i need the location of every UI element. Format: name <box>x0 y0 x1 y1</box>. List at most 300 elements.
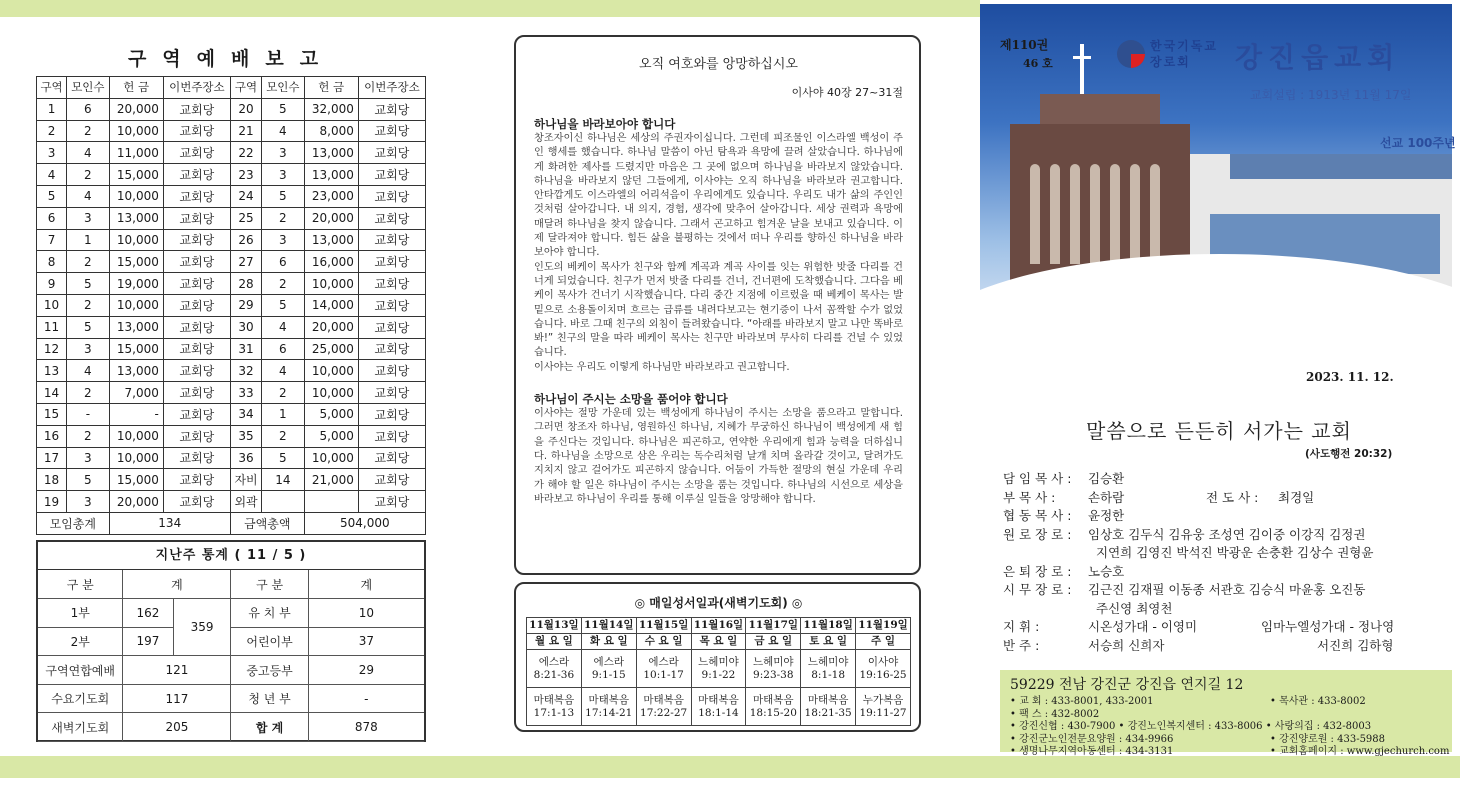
table-cell: 13,000 <box>109 207 163 229</box>
table-cell: 13,000 <box>304 229 358 251</box>
table-cell: 교회당 <box>163 338 230 360</box>
stats-label: 청 년 부 <box>231 684 308 713</box>
staff-name: 시온성가대 - 이영미 <box>1088 619 1198 634</box>
table-cell: 22 <box>230 142 261 164</box>
reading-title: ◎ 매일성서일과(새벽기도회) ◎ <box>634 596 803 610</box>
reading-verses: 19:16-25 <box>859 668 907 681</box>
table-cell: 교회당 <box>358 360 425 382</box>
staff-name: 임상호 김두식 김유웅 조성연 김이중 이강직 김정권 <box>1088 526 1366 542</box>
table-cell: 10,000 <box>109 229 163 251</box>
childcare-center-phone: • 생명나무지역아동센터 : 434-3131 <box>1010 746 1174 757</box>
table-cell: 3 <box>67 207 109 229</box>
staff-label: 담 임 목 사 : <box>1003 471 1072 486</box>
table-cell: 3 <box>262 164 304 186</box>
col-header: 모인수 <box>262 77 304 99</box>
staff-name: 주신영 최영천 <box>1096 600 1173 616</box>
church-name: 강진읍교회 <box>1235 41 1401 74</box>
table-cell: 1 <box>262 403 304 425</box>
staff-name: 임마누엘성가대 - 정나영 <box>1261 619 1395 634</box>
reading-day-dow: 금 요 일 <box>746 634 801 650</box>
table-cell: 교회당 <box>163 251 230 273</box>
table-cell: 4 <box>67 185 109 207</box>
church-homepage-link[interactable]: • 교회홈페이지 : www.gjechurch.com <box>1270 746 1450 757</box>
table-row <box>37 360 426 382</box>
reading-verses: 17:14-21 <box>585 706 633 719</box>
table-cell: 19 <box>37 491 67 513</box>
table-cell: 교회당 <box>358 273 425 295</box>
table-cell: 6 <box>37 207 67 229</box>
staff-name: 최경일 <box>1278 489 1315 505</box>
table-cell: 2 <box>67 425 109 447</box>
table-cell: 6 <box>262 251 304 273</box>
reading-day-dow: 토 요 일 <box>801 634 856 650</box>
staff-label: 은 퇴 장 로 : <box>1003 563 1072 579</box>
table-cell: 10,000 <box>304 273 358 295</box>
stats-table <box>38 570 424 742</box>
stats-label: 1부 <box>38 599 123 628</box>
stats-label: 중고등부 <box>231 656 308 685</box>
stats-label: 2부 <box>38 627 123 656</box>
bottom-green-bar <box>0 756 1460 778</box>
stats-label: 수요기도회 <box>38 684 123 713</box>
table-row <box>37 382 426 404</box>
table-cell: 교회당 <box>358 142 425 164</box>
reading-verses: 9:1-15 <box>591 668 626 681</box>
staff-name: 서승희 신희자 <box>1088 637 1165 653</box>
stats-subtotal: 359 <box>173 599 231 656</box>
col-header: 이번주장소 <box>358 77 425 99</box>
stats-value: 197 <box>123 627 173 656</box>
table-cell: 교회당 <box>358 316 425 338</box>
sermon-heading: 하나님을 바라보아야 합니다 <box>534 117 676 131</box>
table-cell: 4 <box>67 360 109 382</box>
table-cell: 17 <box>37 447 67 469</box>
table-cell: 2 <box>262 207 304 229</box>
building-sign: 선교 100주년 <box>1380 136 1456 150</box>
table-cell: 15,000 <box>109 338 163 360</box>
table-cell: 20,000 <box>109 98 163 120</box>
table-cell: 15,000 <box>109 251 163 273</box>
table-cell: 교회당 <box>358 491 425 513</box>
fax: • 팩 스 : 432-8002 <box>1010 708 1100 720</box>
sermon-paragraph: 인도의 베케이 목사가 친구와 함께 계곡과 계곡 사이를 잇는 위험한 밧줄 다리를 건너게 되었습니다. 친구가 먼저 밧줄 다리를 건너, 건너편에 도착했습니다. 그다음 베케이 목사가 건너기 시작했습니다. 다리 중간 지점에 이르렀을 때 베케이 목사는 발밑으로 소용돌이치며 흐르는 급류를 내려다보고는 현기증이 나서 꼼짝할 수가 없었습니다. 바로 그때 친구의 외침이 들려왔습니다. “아래를 바라보지 말고 나만 똑바로 봐!” 친구의 말을 따라 베케이 목사는 친구만 바라보며 무사히 다리를 건널 수 있었습니다. <box>534 261 903 359</box>
table-cell: 교회당 <box>163 185 230 207</box>
sermon-paragraph: 이사야는 우리도 이렇게 하나님만 바라보라고 권고합니다. <box>534 361 790 373</box>
col-header: 헌 금 <box>304 77 358 99</box>
motto-reference: (사도행전 20:32) <box>1305 448 1393 460</box>
table-cell: 20 <box>230 98 261 120</box>
staff-name: 손하람 <box>1088 489 1125 505</box>
table-cell: - <box>109 403 163 425</box>
table-cell: 교회당 <box>358 229 425 251</box>
table-cell: 8,000 <box>304 120 358 142</box>
reading-verses: 9:1-22 <box>701 668 736 681</box>
staff-label: 부 목 사 : <box>1003 489 1056 505</box>
table-cell: 2 <box>37 120 67 142</box>
table-cell: 1 <box>67 229 109 251</box>
reading-verses: 17:1-13 <box>533 706 575 719</box>
stats-label: 구역연합예배 <box>38 656 123 685</box>
reading-day-date: 11월18일 <box>801 618 856 634</box>
reading-verses: 19:11-27 <box>859 706 907 719</box>
table-header-row <box>37 77 426 99</box>
reading-day-date: 11월15일 <box>636 618 691 634</box>
table-cell: 2 <box>262 382 304 404</box>
table-cell: 교회당 <box>358 447 425 469</box>
table-cell: 3 <box>67 491 109 513</box>
reading-passage <box>636 688 691 726</box>
table-cell: 21,000 <box>304 469 358 491</box>
reading-book: 느헤미야 <box>698 655 739 668</box>
sermon-box <box>514 35 921 575</box>
staff-name: 김승환 <box>1088 471 1125 486</box>
church-motto: 말씀으로 든든히 서가는 교회 <box>1086 419 1352 443</box>
table-cell: 교회당 <box>358 469 425 491</box>
reading-book: 이사야 <box>867 655 899 668</box>
table-cell: 10,000 <box>304 360 358 382</box>
table-row <box>37 185 426 207</box>
table-cell: 3 <box>67 338 109 360</box>
table-cell: 20,000 <box>109 491 163 513</box>
table-cell: 13,000 <box>109 316 163 338</box>
stats-value: 205 <box>123 713 231 742</box>
table-cell: 교회당 <box>163 403 230 425</box>
reading-verses: 18:21-35 <box>804 706 852 719</box>
reading-verses: 9:23-38 <box>753 668 794 681</box>
reading-book: 마태복음 <box>807 693 849 706</box>
amount-label: 금액총액 <box>230 512 304 534</box>
related-org-phones: • 강진신협 : 430-7900 • 강진노인복지센터 : 433-8006 • 사랑의집 : 432-8003 <box>1010 721 1372 732</box>
table-cell: 5 <box>37 185 67 207</box>
reading-day-date: 11월17일 <box>746 618 801 634</box>
table-cell: 7 <box>37 229 67 251</box>
table-cell: 11 <box>37 316 67 338</box>
table-cell <box>304 491 358 513</box>
table-cell: 교회당 <box>358 120 425 142</box>
table-row <box>37 273 426 295</box>
table-cell: 25,000 <box>304 338 358 360</box>
table-cell: 21 <box>230 120 261 142</box>
table-row <box>37 491 426 513</box>
reading-verses: 17:22-27 <box>640 706 688 719</box>
reading-day-date: 11월16일 <box>691 618 746 634</box>
stats-value: 121 <box>123 656 231 685</box>
table-cell: 교회당 <box>163 382 230 404</box>
staff-label: 시 무 장 로 : <box>1003 582 1072 597</box>
table-cell: 1 <box>37 98 67 120</box>
table-cell: 10,000 <box>109 447 163 469</box>
stats-value: 29 <box>308 656 424 685</box>
table-cell: 교회당 <box>358 425 425 447</box>
staff-label: 협 동 목 사 : <box>1003 508 1072 523</box>
founded-date: 교회설립 : 1913년 11월 17일 <box>1250 88 1412 102</box>
district-report-title: 구역예배보고 <box>127 48 335 70</box>
col-header: 헌 금 <box>109 77 163 99</box>
table-row <box>37 98 426 120</box>
table-cell: 5,000 <box>304 425 358 447</box>
reading-book: 느헤미야 <box>753 655 794 668</box>
denomination: 한국기독교 장로회 <box>1150 39 1218 69</box>
reading-book: 마태복음 <box>533 693 575 706</box>
table-row <box>37 338 426 360</box>
staff-name: 노승호 <box>1088 563 1125 579</box>
table-cell: 2 <box>67 164 109 186</box>
stats-value: 10 <box>308 599 424 628</box>
table-cell <box>262 491 304 513</box>
table-cell: 16 <box>37 425 67 447</box>
sermon-paragraph: 이사야는 절망 가운데 있는 백성에게 하나님이 주시는 소망을 품으라고 말합니다. 그러면 창조자 하나님, 영원하신 하나님, 지혜가 무궁하신 하나님이 백성에게 새 힘을 주신다는 것입니다. 하나님은 피곤하고, 연약한 우리에게 힘과 능력을 더하십니다. 하나님을 소망으로 삼은 우리는 독수리처럼 날개 치며 올라갈 것이고, 달려가도 지치지 않고 걸어가도 피곤하지 않습니다. 어둠이 가득한 절망의 현실 가운데 우리가 해야 할 일은 하나님이 주시는 소망을 품는 것입니다. 하나님의 시선으로 세상을 바라보고 하나님이 우리를 통해 이루실 일들을 앙망해야 합니다. <box>534 408 903 505</box>
table-cell: 6 <box>67 98 109 120</box>
staff-label: 전 도 사 : <box>1206 489 1259 505</box>
table-row <box>37 120 426 142</box>
reading-passage <box>581 688 636 726</box>
phone-manse: • 목사관 : 433-8002 <box>1270 696 1366 707</box>
table-cell: 외곽 <box>230 491 261 513</box>
sermon-reference: 이사야 40장 27~31절 <box>791 86 903 99</box>
table-cell: 14 <box>262 469 304 491</box>
table-cell: 13 <box>37 360 67 382</box>
reading-book: 에스라 <box>648 655 679 668</box>
reading-passage <box>746 650 801 688</box>
table-cell: 교회당 <box>163 98 230 120</box>
table-cell: 2 <box>67 294 109 316</box>
reading-passage <box>801 688 856 726</box>
table-cell: 28 <box>230 273 261 295</box>
table-row <box>37 469 426 491</box>
reading-passage <box>636 650 691 688</box>
reading-day-date: 11월19일 <box>856 618 911 634</box>
table-cell: 34 <box>230 403 261 425</box>
table-cell: 교회당 <box>163 273 230 295</box>
staff-label: 지 휘 : <box>1003 619 1040 634</box>
reading-passage <box>691 650 746 688</box>
table-row <box>37 316 426 338</box>
table-cell: 31 <box>230 338 261 360</box>
reading-day-dow: 화 요 일 <box>581 634 636 650</box>
issue-number: 46 호 <box>1023 57 1053 70</box>
reading-verses: 10:1-17 <box>643 668 684 681</box>
nursing-home-phone: • 강진군노인전문요양원 : 434-9966 <box>1010 733 1174 745</box>
table-cell: 6 <box>262 338 304 360</box>
stats-value: - <box>308 684 424 713</box>
col-header: 구역 <box>230 77 261 99</box>
table-cell: 10,000 <box>109 294 163 316</box>
sermon-paragraph: 창조자이신 하나님은 세상의 주권자이십니다. 그런데 피조물인 이스라엘 백성이 주인 행세를 했습니다. 하나님 말씀이 아닌 탐욕과 욕망에 끌려 살았습니다. 하나님에게 화려한 제사를 드렸지만 마음은 그 곳에 없으며 하나님을 바라보지 않았습니다. 하나님을 바라보지 않던 그들에게, 이사야는 오직 하나님을 바라보라 권고합니다. 안타깝게도 이스라엘의 어리석음이 우리에게도 있습니다. 우리도 내가 삶의 주인인 것처럼 살아갑니다. 내 의지, 경험, 생각에 맞추어 살아갑니다. 세상 권력과 욕망에 매달려 하나님을 찾지 않습니다. 그래서 곤고하고 힘겨운 날을 보내고 있습니다. 이제 달라져야 합니다. 힘든 삶을 불평하는 것에서 떠나 우리를 향하신 하나님을 바라보아야 합니다. <box>534 133 903 259</box>
stats-value: 117 <box>123 684 231 713</box>
staff-name: 지연희 김영진 박석진 박광운 손충환 김상수 권형윤 <box>1096 545 1374 560</box>
table-cell: 교회당 <box>163 164 230 186</box>
table-cell: 11,000 <box>109 142 163 164</box>
table-cell: 4 <box>262 316 304 338</box>
reading-day-dow: 목 요 일 <box>691 634 746 650</box>
table-cell: 30 <box>230 316 261 338</box>
col-header: 구역 <box>37 77 67 99</box>
col-header: 이번주장소 <box>163 77 230 99</box>
table-cell: 16,000 <box>304 251 358 273</box>
table-cell: 교회당 <box>163 360 230 382</box>
table-cell: 10,000 <box>304 447 358 469</box>
table-cell: 10 <box>37 294 67 316</box>
table-cell: 13,000 <box>304 142 358 164</box>
reading-book: 느헤미야 <box>807 655 849 668</box>
table-cell: 교회당 <box>163 207 230 229</box>
table-cell: 19,000 <box>109 273 163 295</box>
total-value: 134 <box>109 512 230 534</box>
table-cell: 33 <box>230 382 261 404</box>
table-cell: 10,000 <box>109 425 163 447</box>
table-cell: 4 <box>67 142 109 164</box>
table-cell: 5 <box>262 185 304 207</box>
table-cell: 4 <box>262 360 304 382</box>
table-cell: 13,000 <box>304 164 358 186</box>
staff-name: 서진희 김하형 <box>1317 637 1394 653</box>
table-cell: 3 <box>262 229 304 251</box>
table-cell: 25 <box>230 207 261 229</box>
table-cell: 10,000 <box>109 120 163 142</box>
reading-book: 에스라 <box>538 655 570 668</box>
church-address: 59229 전남 강진군 강진읍 연지길 12 <box>1010 677 1244 693</box>
table-cell: 자비 <box>230 469 261 491</box>
reading-book: 마태복음 <box>643 693 684 706</box>
address-box <box>1000 670 1452 757</box>
table-cell: 교회당 <box>163 469 230 491</box>
table-cell: 10,000 <box>109 185 163 207</box>
sermon-heading: 하나님이 주시는 소망을 품어야 합니다 <box>534 392 728 407</box>
table-cell: 14 <box>37 382 67 404</box>
weekly-stats-box <box>36 540 426 742</box>
table-cell: 7,000 <box>109 382 163 404</box>
table-cell: 교회당 <box>163 142 230 164</box>
reading-book: 누가복음 <box>862 693 904 706</box>
table-cell: 5 <box>262 447 304 469</box>
total-row <box>37 512 426 534</box>
staff-list <box>1003 470 1443 655</box>
reading-verses: 8:21-36 <box>533 668 575 681</box>
table-cell: 2 <box>262 425 304 447</box>
table-row <box>37 425 426 447</box>
stats-label: 유 치 부 <box>231 599 308 628</box>
district-report-table <box>36 76 426 535</box>
retirement-home-phone: • 강진양로원 : 433-5988 <box>1270 733 1386 745</box>
table-cell: 4 <box>262 120 304 142</box>
church-logo-icon <box>1117 40 1145 68</box>
reading-book: 마태복음 <box>753 693 794 706</box>
reading-passage <box>527 650 582 688</box>
volume-number: 제110권 <box>1000 38 1049 52</box>
col-header: 모인수 <box>67 77 109 99</box>
table-cell: 15,000 <box>109 164 163 186</box>
table-cell: 3 <box>37 142 67 164</box>
table-cell: 3 <box>262 142 304 164</box>
table-cell: 5 <box>262 98 304 120</box>
table-cell: 교회당 <box>358 98 425 120</box>
table-cell: 36 <box>230 447 261 469</box>
table-cell: 13,000 <box>109 360 163 382</box>
table-row <box>37 251 426 273</box>
table-cell: 교회당 <box>163 120 230 142</box>
table-cell: 2 <box>262 273 304 295</box>
table-cell: 2 <box>67 251 109 273</box>
stats-value: 878 <box>308 713 424 742</box>
stats-header: 구 분 <box>38 570 123 599</box>
table-cell: 2 <box>67 120 109 142</box>
table-cell: 교회당 <box>358 294 425 316</box>
reading-passage <box>856 650 911 688</box>
reading-passage <box>856 688 911 726</box>
stats-header: 계 <box>308 570 424 599</box>
table-cell: 23,000 <box>304 185 358 207</box>
sermon-title: 오직 여호와를 앙망하십시오 <box>639 57 798 72</box>
table-cell: 교회당 <box>358 382 425 404</box>
table-row <box>37 164 426 186</box>
table-cell: 20,000 <box>304 207 358 229</box>
table-cell: 26 <box>230 229 261 251</box>
top-green-bar <box>0 0 980 17</box>
table-cell: 교회당 <box>358 338 425 360</box>
daily-reading-box <box>514 582 921 732</box>
table-row <box>37 447 426 469</box>
table-cell: 교회당 <box>163 316 230 338</box>
table-cell: 교회당 <box>163 447 230 469</box>
table-cell: 교회당 <box>358 251 425 273</box>
staff-label: 원 로 장 로 : <box>1003 526 1072 542</box>
phone-church: • 교 회 : 433-8001, 433-2001 <box>1010 696 1154 707</box>
table-row <box>37 229 426 251</box>
reading-book: 마태복음 <box>698 693 739 706</box>
table-cell: 14,000 <box>304 294 358 316</box>
table-cell: 교회당 <box>163 425 230 447</box>
reading-day-date: 11월14일 <box>581 618 636 634</box>
reading-verses: 18:15-20 <box>749 706 797 719</box>
table-row <box>37 294 426 316</box>
table-cell: 10,000 <box>304 382 358 404</box>
table-cell: 교회당 <box>358 403 425 425</box>
table-cell: 20,000 <box>304 316 358 338</box>
stats-header: 계 <box>123 570 231 599</box>
table-row <box>37 403 426 425</box>
amount-value: 504,000 <box>304 512 425 534</box>
reading-book: 에스라 <box>593 655 624 668</box>
reading-passage <box>691 688 746 726</box>
table-cell: 교회당 <box>358 164 425 186</box>
table-cell: 5,000 <box>304 403 358 425</box>
staff-name: 김근진 김재필 이동종 서관호 김승식 마윤홍 오진동 <box>1088 582 1366 597</box>
reading-passage <box>801 650 856 688</box>
table-cell: 24 <box>230 185 261 207</box>
table-cell: 5 <box>67 316 109 338</box>
reading-verses: 18:1-14 <box>698 706 739 719</box>
staff-label: 반 주 : <box>1003 637 1040 653</box>
table-cell: 교회당 <box>358 207 425 229</box>
table-cell: 15 <box>37 403 67 425</box>
reading-passage <box>581 650 636 688</box>
stats-title: 지난주 통계 ( 11 / 5 ) <box>38 542 424 570</box>
table-cell: 32 <box>230 360 261 382</box>
stats-label: 합 계 <box>231 713 308 742</box>
reading-passage <box>746 688 801 726</box>
stats-header: 구 분 <box>231 570 308 599</box>
table-cell: 5 <box>67 273 109 295</box>
table-cell: 교회당 <box>358 185 425 207</box>
total-label: 모임총계 <box>37 512 110 534</box>
stats-label: 새벽기도회 <box>38 713 123 742</box>
table-row <box>37 207 426 229</box>
table-cell: 5 <box>262 294 304 316</box>
reading-passage <box>527 688 582 726</box>
table-cell: 교회당 <box>163 229 230 251</box>
table-cell: 18 <box>37 469 67 491</box>
table-cell: 12 <box>37 338 67 360</box>
